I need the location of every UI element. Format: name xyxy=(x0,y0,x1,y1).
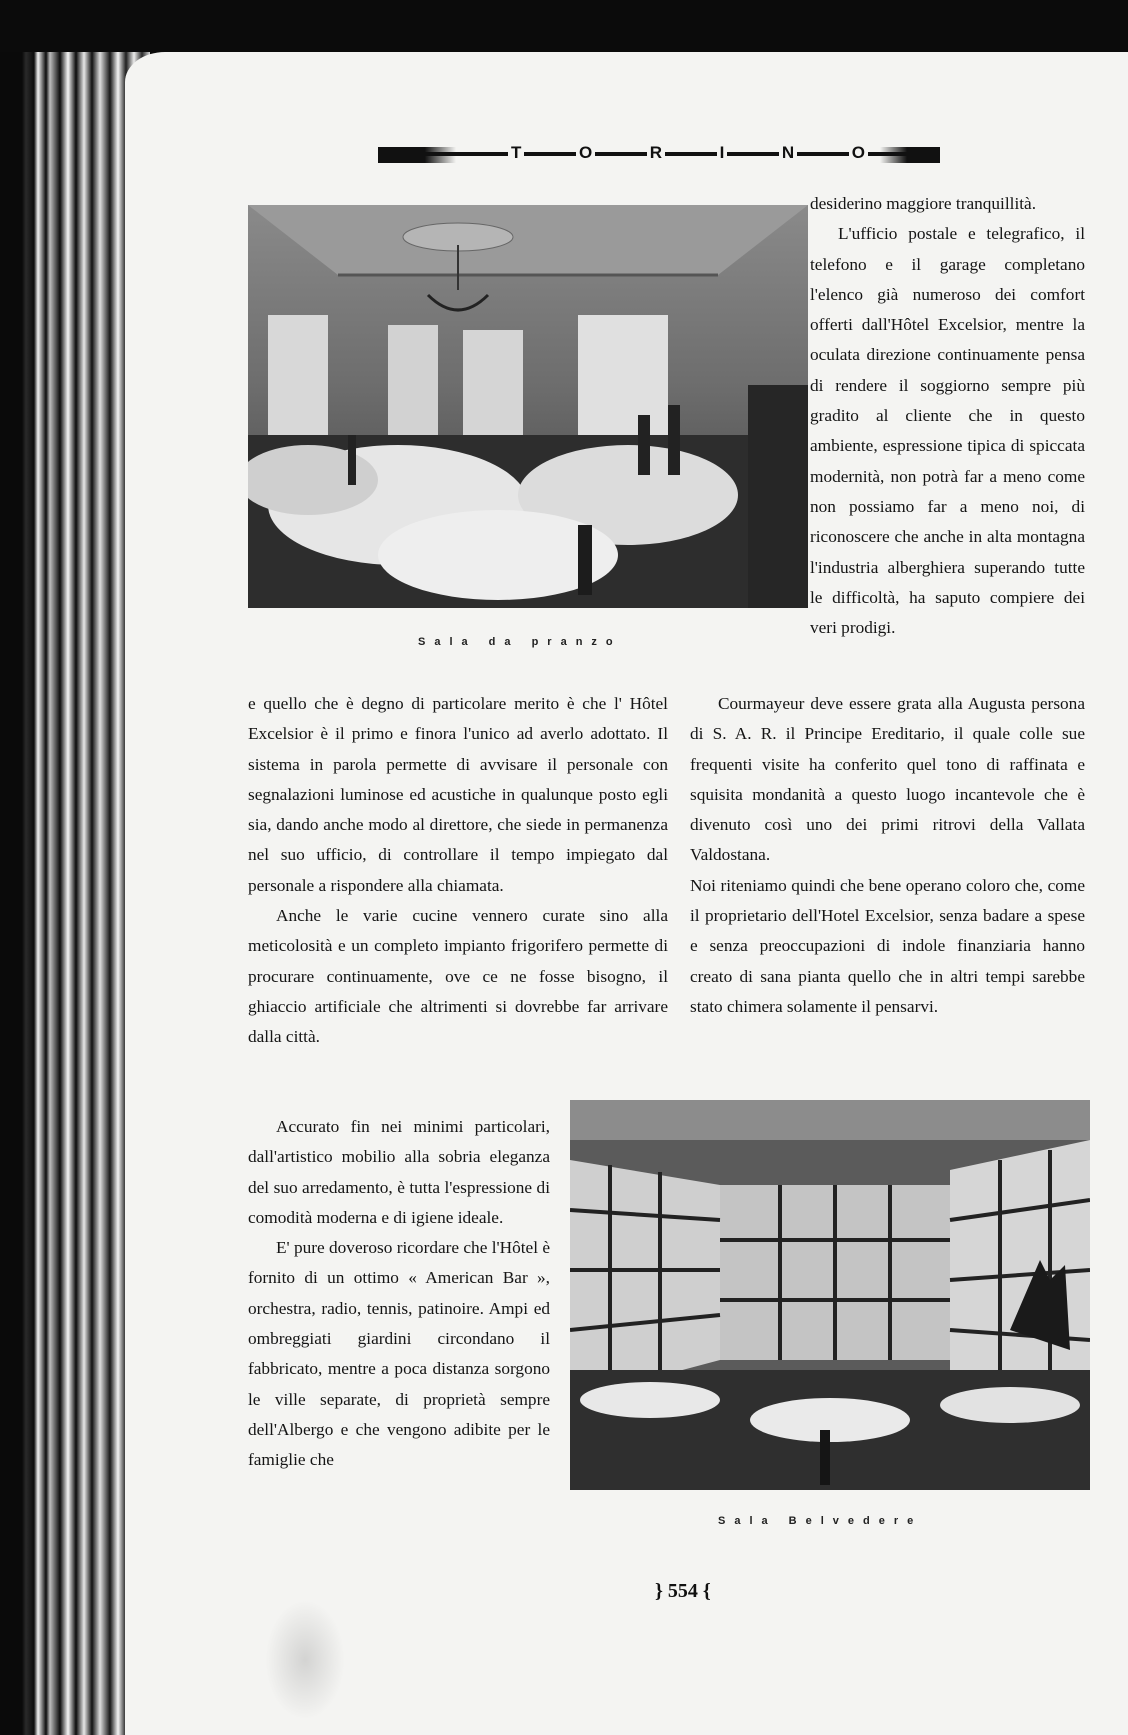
left-column-bottom xyxy=(248,1112,550,1476)
scan-top-border xyxy=(0,0,1128,52)
header-letter: T xyxy=(508,144,524,162)
running-header xyxy=(378,143,940,163)
paragraph: desiderino maggiore tranquillità. xyxy=(810,194,1037,213)
header-title xyxy=(508,144,868,162)
header-letter: I xyxy=(717,144,728,162)
header-ornament-left xyxy=(378,147,456,163)
page-number: } 554 { xyxy=(655,1580,711,1602)
dining-room-illustration xyxy=(248,205,808,608)
paragraph: Courmayeur deve essere grata alla Augusta persona di S. A. R. il Principe Ereditario, il quale colle sue frequenti visite ha conferito quel tono di raffinata e squisita mondanità a questo luogo incantevole che è divenuto così uno dei primi ritrovi della Vallata Valdostana. xyxy=(690,694,1085,865)
photo-belvedere-room xyxy=(570,1100,1090,1490)
paragraph: Noi riteniamo quindi che bene operano coloro che, come il proprietario dell'Hotel Excelsior, senza badare a spese e senza preoccupazioni di indole finanziaria hanno creato di sana pianta quello che in altri tempi sarebbe stato chimera solamente il pensarvi. xyxy=(690,875,1085,1016)
header-letter: R xyxy=(647,144,665,162)
header-letter: O xyxy=(576,144,595,162)
caption-belvedere-room: Sala Belvedere xyxy=(718,1515,923,1527)
header-ornament-right xyxy=(880,147,940,163)
paragraph: E' pure doveroso ricordare che l'Hôtel è fornito di un ottimo « American Bar », orchestra, radio, tennis, patinoire. Ampi ed ombreggiati giardini circondano il fabbricato, mentre a poca distanza sorgono le ville separate, di proprietà sempre dell'Albergo e che vengono adibite per le famiglie che xyxy=(248,1238,550,1470)
belvedere-illustration xyxy=(570,1100,1090,1490)
header-letter: N xyxy=(779,144,797,162)
paragraph: Anche le varie cucine vennero curate sino alla meticolosità e un completo impianto frigorifero permette di procurare continuamente, ove ce ne fosse bisogno, il ghiaccio artificiale che altrimenti si dovrebbe far arrivare dalla città. xyxy=(248,906,668,1047)
caption-dining-room: Sala da pranzo xyxy=(418,636,622,648)
right-column-top xyxy=(810,189,1085,643)
paragraph: e quello che è degno di particolare merito è che l' Hôtel Excelsior è il primo e finora l'unico ad averlo adottato. Il sistema in parola permette di avvisare il personale con segnalazioni luminose ed acustiche in qualunque posto egli sia, dando anche modo al direttore, che siede in permanenza nel suo ufficio, di controllare il tempo impiegato dal personale a rispondere alla chiamata. xyxy=(248,694,668,895)
right-column-bottom xyxy=(690,689,1085,1022)
paragraph: L'ufficio postale e telegrafico, il telefono e il garage completano l'elenco già numeroso dei comfort offerti dall'Hôtel Excelsior, mentre la oculata direzione continuamente pensa di rendere il soggiorno sempre più gradito al cliente che in questo ambiente, espressione tipica di spiccata modernità, non potrà far a meno come non possiamo far a meno noi, di riconoscere che anche in alta montagna l'industria alberghiera superando tutte le difficoltà, ha saputo compiere dei veri prodigi. xyxy=(810,224,1085,638)
paragraph: Accurato fin nei minimi particolari, dall'artistico mobilio alla sobria eleganza del suo arredamento, è tutta l'espressione di comodità moderna e di igiene ideale. xyxy=(248,1117,550,1227)
header-letter: O xyxy=(849,144,868,162)
photo-dining-room xyxy=(248,205,808,608)
left-column-top xyxy=(248,689,668,1053)
scan-smudge xyxy=(265,1600,345,1720)
